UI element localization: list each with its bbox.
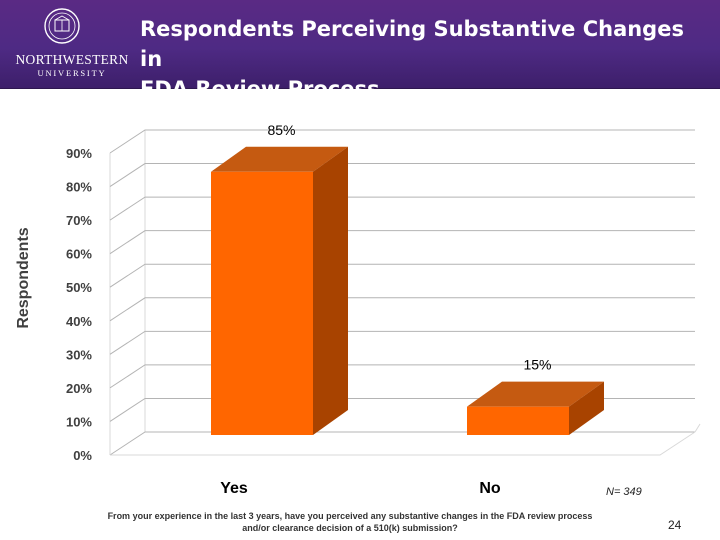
y-tick-label: 90% — [65, 146, 92, 161]
gridline — [110, 331, 695, 354]
y-tick-label: 80% — [65, 179, 92, 195]
data-label: 15% — [523, 356, 552, 373]
survey-question-line2: and/or clearance decision of a 510(k) submission? — [242, 523, 458, 533]
gridline — [110, 365, 695, 388]
y-tick-label: 0% — [73, 448, 92, 463]
y-tick-label: 10% — [65, 414, 92, 430]
gridline — [110, 298, 695, 321]
y-tick-label: 40% — [65, 313, 92, 329]
floor-back-line — [695, 424, 700, 432]
data-label: 85% — [267, 121, 296, 138]
gridline — [110, 164, 695, 187]
x-tick-label: No — [479, 480, 501, 497]
logo-subtitle: UNIVERSITY — [37, 68, 107, 78]
header-banner — [0, 0, 720, 101]
logo-name: NORTHWESTERN — [15, 52, 129, 67]
slide-title-line1: Respondents Perceiving Substantive Changes in — [140, 17, 684, 71]
chart-grid — [110, 130, 700, 455]
gridline — [110, 130, 695, 153]
y-tick-label: 20% — [65, 380, 92, 396]
gridline — [110, 432, 695, 455]
y-tick-label: 30% — [65, 347, 92, 363]
bar-side — [313, 147, 348, 435]
bar — [467, 407, 569, 435]
bar-chart — [0, 90, 720, 510]
sample-size-label: N= 349 — [606, 486, 642, 498]
university-seal-icon — [44, 8, 80, 44]
floor-edge — [110, 432, 695, 455]
y-tick-label: 60% — [65, 246, 92, 262]
x-tick-label: Yes — [220, 480, 248, 497]
y-tick-label: 70% — [65, 213, 92, 229]
gridline — [110, 264, 695, 287]
y-axis-title: Respondents — [15, 227, 32, 329]
survey-question — [40, 510, 660, 534]
gridline — [110, 398, 695, 421]
y-tick-label: 50% — [65, 280, 92, 296]
gridline — [110, 231, 695, 254]
survey-question-line1: From your experience in the last 3 years, have you perceived any substantive changes in the FDA review process — [107, 511, 593, 521]
gridline — [110, 197, 695, 220]
bar — [211, 172, 313, 435]
chart-bars — [211, 147, 604, 435]
page-number: 24 — [668, 518, 682, 532]
slide-title-line2: FDA Review Process — [140, 77, 380, 101]
